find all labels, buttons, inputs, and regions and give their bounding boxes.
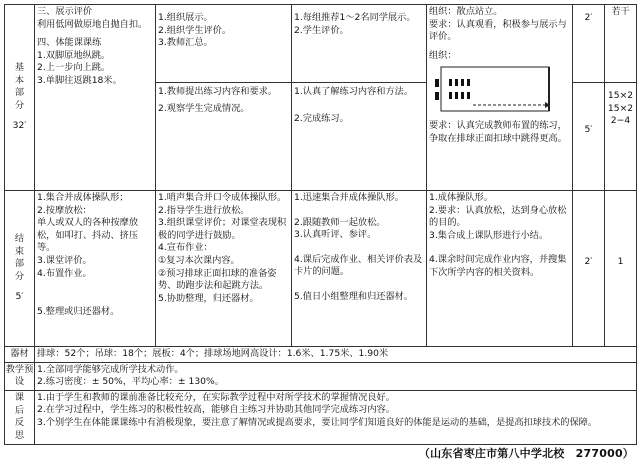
basic-student-a: 1.每组推荐1～2名同学展示。 2.学生评价。 [292,5,427,83]
end-reps: 1 [605,191,637,347]
end-part-row [5,191,637,347]
end-part-label: 结 束 部 分 5′ [5,191,35,347]
author-affiliation: （山东省枣庄市第八中学北校 277000） [418,447,634,460]
end-teacher: 1.哨声集合并口令成体操队形。 2.指导学生进行放松。 3.组织课堂评价；对课堂表现积极的同学进行鼓励。 4.宣布作业： ①复习本次课内容。 ②预习排球正面扣球的准备姿势、助跑步法和起跳方法。 5.协助整理，归还器材。 [156,191,292,347]
end-part-time: 5′ [15,291,24,303]
basic-part-content: 三、展示评价 利用低网做原地自抛自扣。 四、体能课课练 1.双脚原地纵跳。 2.上一步向上跳。 3.单脚往返跳18米。 [35,5,156,191]
end-organization: 1.成体操队形。 2.要求：认真放松，达到身心放松的目的。 3.集合成上课队形进行小结。 4.课余时间完成作业内容，并搜集下次所学内容的相关资料。 [427,191,573,347]
end-student: 1.迅速集合并成体操队形。 2.跟随教师一起放松。 3.认真听评、参评。 4.课后完成作业、相关评价表及卡片的问题。 5.值日小组整理和归还器材。 [292,191,427,347]
forecast-label: 教学预设 [5,362,35,390]
basic-teacher-a: 1.组织展示。 2.组织学生评价。 3.教师汇总。 [156,5,292,83]
court-formation-diagram [433,65,553,117]
end-part-content: 1.集合并成体操队形； 2.按摩放松： 单人或双人的各种按摩放松，如叩打、抖动、挤压等。 3.课堂评价。 4.布置作业。 5.整理或归还器材。 [35,191,156,347]
lesson-plan-table [4,4,637,445]
equipment-row [5,347,637,363]
basic-reps-a: 若干 [605,5,637,83]
equipment-label: 器材 [5,347,35,363]
basic-duration-a: 2′ [573,5,605,83]
reflection-row [5,390,637,444]
equipment-text: 排球：52个；吊球：18个；展板：4个；排球场地网高设计：1.6米、1.75米、1.90米 [35,347,637,363]
end-duration: 2′ [573,191,605,347]
basic-duration-b: 5′ [573,83,605,191]
basic-reps-b: 15×2 15×2 2−4 [605,83,637,191]
reflection-text: 1.由于学生和教师的课前准备比较充分，在实际教学过程中对所学技术的掌握情况良好。 2.在学习过程中，学生练习的积极性较高，能够自主练习并协助其他同学完成练习内容。 3.个别学生在体能课课练中有消极现象，要注意了解情况或提高要求，要让同学们知道良好的体能是运动的基础，是提高扣球技术的保障。 [35,390,637,444]
forecast-row [5,362,637,390]
basic-teacher-b: 1.教师提出练习内容和要求。 2.观察学生完成情况。 [156,83,292,191]
basic-part-time: 32′ [12,120,27,132]
basic-student-b: 1.认真了解练习内容和方法。 2.完成练习。 [292,83,427,191]
basic-part-row-a [5,5,637,83]
student-figures [435,79,470,100]
basic-organization: 组织：散点站立。 要求：认真观看，积极参与展示与评价。 组织： 要求：认真完成教师布置的练习，争取在排球正面扣球中跳得更高。 [427,5,573,191]
forecast-text: 1.全部同学能够完成所学技术动作。 2.练习密度：± 50%，平均心率：± 130%。 [35,362,637,390]
reflection-label: 课 后 反 思 [5,390,35,444]
basic-part-label: 基 本 部 分 32′ [5,5,35,191]
